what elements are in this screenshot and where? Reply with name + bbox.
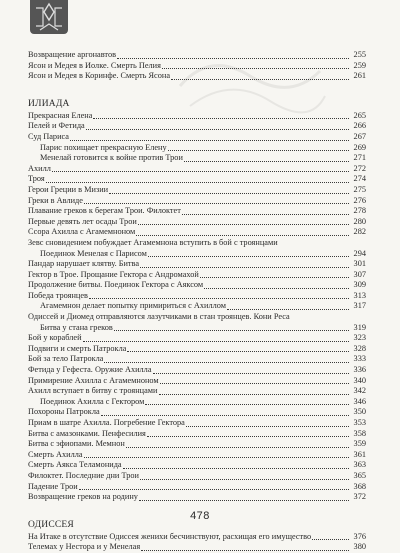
toc-entry-title: Ахилл bbox=[28, 163, 51, 173]
toc-leader-dots bbox=[153, 373, 349, 374]
toc-entry bbox=[28, 270, 366, 281]
toc-leader-dots bbox=[147, 436, 349, 437]
toc-entry-title: Пандар нарушает клятву. Битва bbox=[28, 259, 140, 269]
toc-group-iliad bbox=[28, 111, 366, 503]
toc-entry-page: 261 bbox=[353, 71, 366, 81]
toc-leader-dots bbox=[138, 224, 349, 225]
toc-entry-page: 368 bbox=[353, 481, 366, 491]
section-title-odyssey: ОДИССЕЯ bbox=[28, 519, 74, 530]
toc-entry bbox=[28, 450, 366, 461]
toc-entry-page: 301 bbox=[353, 259, 366, 269]
toc-entry-title: Смерть Аякса Теламонида bbox=[28, 460, 122, 470]
toc-entry bbox=[28, 471, 366, 482]
toc-entry-page: 309 bbox=[353, 280, 366, 290]
toc-entry-title: Ссора Ахилла с Агамемноном bbox=[28, 227, 136, 237]
toc-entry-page: 282 bbox=[353, 227, 366, 237]
toc-leader-dots bbox=[136, 235, 349, 236]
toc-entry-page: 363 bbox=[353, 460, 366, 470]
toc-entry bbox=[28, 121, 366, 132]
toc-leader-dots bbox=[139, 500, 349, 501]
toc-entry-title: Филоктет. Последние дни Трои bbox=[28, 470, 139, 480]
toc-entry bbox=[28, 429, 366, 440]
toc-entry bbox=[28, 291, 366, 302]
toc-entry-title: Битва с эфиопами. Мемнон bbox=[28, 439, 125, 449]
toc-entry-title: Парис похищает прекрасную Елену bbox=[40, 142, 167, 152]
toc-entry bbox=[28, 280, 366, 291]
toc-entry bbox=[28, 301, 366, 312]
section-gap bbox=[28, 82, 366, 92]
toc-entry-page: 353 bbox=[353, 418, 366, 427]
toc-leader-dots bbox=[86, 129, 349, 130]
toc-entry-title: Зевс сновидением побуждает Агамемнона вступить в бой с троянцами bbox=[28, 237, 278, 247]
toc-entry-title: Прекрасная Елена bbox=[28, 110, 93, 120]
toc-entry-page: 358 bbox=[353, 428, 366, 438]
toc-entry-page: 323 bbox=[353, 333, 366, 343]
toc-entry bbox=[28, 323, 366, 334]
toc-entry bbox=[28, 217, 366, 228]
toc-entry-title: Бой за тело Патрокла bbox=[28, 354, 104, 364]
toc-entry bbox=[28, 354, 366, 365]
toc-leader-dots bbox=[140, 479, 349, 480]
toc-entry bbox=[28, 365, 366, 376]
toc-entry-page: 267 bbox=[353, 131, 366, 141]
toc-entry-page: 346 bbox=[353, 396, 366, 406]
toc-entry bbox=[28, 185, 366, 196]
toc-leader-dots bbox=[114, 330, 349, 331]
toc-leader-dots bbox=[204, 288, 349, 289]
toc-group-argonauts bbox=[28, 50, 366, 82]
toc-entry bbox=[28, 174, 366, 185]
toc-entry-title: Бой у кораблей bbox=[28, 333, 82, 343]
toc-entry-title: Подвиги и смерть Патрокла bbox=[28, 343, 127, 353]
toc-entry-title: Победа троянцев bbox=[28, 290, 88, 300]
toc-entry-title: Агамемнон делает попытку примириться с Ахиллом bbox=[40, 301, 226, 311]
toc-entry bbox=[28, 259, 366, 270]
section-title-iliad: ИЛИАДА bbox=[28, 98, 70, 109]
toc-leader-dots bbox=[171, 79, 349, 80]
toc-entry-page: 361 bbox=[353, 449, 366, 459]
toc-entry bbox=[28, 132, 366, 143]
toc-entry-page: 255 bbox=[353, 50, 366, 59]
toc-entry-page: 259 bbox=[353, 60, 366, 70]
toc-leader-dots bbox=[83, 341, 349, 342]
toc-entry-page: 372 bbox=[353, 492, 366, 502]
toc-entry bbox=[28, 333, 366, 344]
toc-leader-dots bbox=[182, 214, 349, 215]
toc-entry-page: 333 bbox=[353, 354, 366, 364]
toc-entry bbox=[28, 111, 366, 122]
toc-entry-title: Продолжение битвы. Поединок Гектора с Аяксом bbox=[28, 280, 204, 290]
toc-entry-page: 275 bbox=[353, 184, 366, 194]
toc-entry-page: 365 bbox=[353, 470, 366, 480]
toc-entry-title: Пелей и Фетида bbox=[28, 121, 85, 131]
toc-entry-page: 350 bbox=[353, 407, 366, 417]
toc-leader-dots bbox=[109, 193, 349, 194]
table-of-contents bbox=[28, 50, 366, 553]
toc-entry bbox=[28, 71, 366, 82]
toc-entry bbox=[28, 376, 366, 387]
toc-entry bbox=[28, 482, 366, 493]
toc-entry-page: 272 bbox=[353, 163, 366, 173]
toc-leader-dots bbox=[52, 171, 349, 172]
toc-entry-page: 276 bbox=[353, 195, 366, 205]
toc-entry-title: Возвращение греков на родину bbox=[28, 492, 138, 502]
toc-entry-title: Плавание греков к берегам Трои. Филоктет bbox=[28, 206, 181, 216]
toc-leader-dots bbox=[168, 150, 349, 151]
toc-entry bbox=[28, 418, 366, 429]
toc-entry-page: 319 bbox=[353, 322, 366, 332]
toc-entry bbox=[28, 153, 366, 164]
toc-entry bbox=[28, 206, 366, 217]
toc-entry-page: 342 bbox=[353, 386, 366, 396]
toc-entry-title: На Итаке в отсутствие Одиссея женихи бесчинствуют, расхищая его имущество bbox=[28, 531, 312, 541]
toc-entry-title: Одиссей и Диомед отправляются лазутчиками в стан троянцев. Кони Реса bbox=[28, 312, 290, 322]
ornament-icon bbox=[30, 0, 68, 34]
toc-entry bbox=[28, 542, 366, 553]
toc-entry-title: Фетида у Гефеста. Оружие Ахилла bbox=[28, 365, 152, 375]
toc-entry-title: Похороны Патрокла bbox=[28, 407, 100, 417]
toc-leader-dots bbox=[123, 468, 349, 469]
toc-entry bbox=[28, 386, 366, 397]
toc-entry-title: Ахилл вступает в битву с троянцами bbox=[28, 386, 158, 396]
toc-entry-title: Падение Трои bbox=[28, 481, 78, 491]
toc-entry-title: Битва с амазонками. Пенфесилия bbox=[28, 428, 146, 438]
toc-entry bbox=[28, 238, 366, 249]
toc-entry-title: Поединок Менелая с Парисом bbox=[40, 248, 147, 258]
toc-entry-page: 376 bbox=[353, 531, 366, 541]
toc-leader-dots bbox=[141, 550, 349, 551]
toc-entry-page: 280 bbox=[353, 216, 366, 226]
toc-entry-page: 265 bbox=[353, 110, 366, 120]
toc-entry-title: Поединок Ахилла с Гектором bbox=[40, 396, 145, 406]
toc-leader-dots bbox=[117, 58, 349, 59]
toc-leader-dots bbox=[159, 394, 350, 395]
toc-leader-dots bbox=[162, 68, 349, 69]
page-number: 478 bbox=[190, 510, 210, 522]
toc-entry-title: Телемах у Нестора и у Менелая bbox=[28, 542, 141, 552]
toc-entry-title: Суд Париса bbox=[28, 131, 69, 141]
toc-entry-page: 294 bbox=[353, 248, 366, 258]
toc-entry-page: 340 bbox=[353, 375, 366, 385]
toc-entry bbox=[28, 196, 366, 207]
toc-entry bbox=[28, 532, 366, 543]
toc-entry-title: Битва у стана греков bbox=[40, 322, 113, 332]
toc-leader-dots bbox=[140, 267, 349, 268]
toc-leader-dots bbox=[184, 161, 349, 162]
toc-leader-dots bbox=[126, 447, 349, 448]
toc-entry-title: Менелай готовится к войне против Трои bbox=[40, 153, 183, 163]
toc-entry-page: 359 bbox=[353, 439, 366, 449]
toc-leader-dots bbox=[145, 404, 349, 405]
toc-leader-dots bbox=[104, 362, 349, 363]
toc-leader-dots bbox=[312, 539, 349, 540]
toc-leader-dots bbox=[127, 351, 349, 352]
toc-entry-page: 278 bbox=[353, 206, 366, 216]
toc-leader-dots bbox=[101, 415, 349, 416]
toc-entry-page: 328 bbox=[353, 343, 366, 353]
toc-leader-dots bbox=[46, 182, 349, 183]
toc-entry bbox=[28, 227, 366, 238]
toc-entry-title: Ясон и Медея в Коринфе. Смерть Ясона bbox=[28, 71, 171, 81]
toc-entry-page: 380 bbox=[353, 542, 366, 552]
toc-leader-dots bbox=[84, 203, 349, 204]
toc-entry-title: Ясон и Медея в Иолке. Смерть Пелия bbox=[28, 60, 161, 70]
toc-leader-dots bbox=[79, 489, 349, 490]
toc-entry bbox=[28, 143, 366, 154]
toc-entry-page: 269 bbox=[353, 142, 366, 152]
toc-leader-dots bbox=[200, 277, 349, 278]
toc-entry-title: Гектор в Трое. Прощание Гектора с Андромахой bbox=[28, 269, 199, 279]
toc-entry bbox=[28, 397, 366, 408]
toc-entry bbox=[28, 50, 366, 61]
toc-leader-dots bbox=[89, 298, 349, 299]
toc-entry-title: Возвращение аргонавтов bbox=[28, 50, 117, 59]
toc-entry bbox=[28, 61, 366, 72]
toc-entry-title: Приам в шатре Ахилла. Погребение Гектора bbox=[28, 418, 185, 427]
toc-leader-dots bbox=[70, 140, 349, 141]
toc-entry-title: Примирение Ахилла с Агамемноном bbox=[28, 375, 159, 385]
toc-entry bbox=[28, 164, 366, 175]
toc-entry-title: Смерть Ахилла bbox=[28, 449, 83, 459]
toc-group-odyssey bbox=[28, 532, 366, 553]
toc-leader-dots bbox=[148, 256, 349, 257]
toc-entry bbox=[28, 407, 366, 418]
toc-entry bbox=[28, 460, 366, 471]
toc-entry-title: Первые девять лет осады Трои bbox=[28, 216, 137, 226]
toc-entry-page: 317 bbox=[353, 301, 366, 311]
toc-entry-page: 274 bbox=[353, 174, 366, 184]
toc-entry bbox=[28, 249, 366, 260]
toc-leader-dots bbox=[84, 457, 349, 458]
toc-leader-dots bbox=[227, 309, 349, 310]
toc-leader-dots bbox=[93, 118, 349, 119]
toc-entry-page: 271 bbox=[353, 153, 366, 163]
toc-entry-page: 313 bbox=[353, 290, 366, 300]
toc-leader-dots bbox=[160, 383, 349, 384]
toc-entry-title: Греки в Авлиде bbox=[28, 195, 83, 205]
toc-leader-dots bbox=[186, 426, 349, 427]
toc-entry bbox=[28, 492, 366, 503]
toc-entry bbox=[28, 439, 366, 450]
toc-entry bbox=[28, 312, 366, 323]
toc-entry-page: 307 bbox=[353, 269, 366, 279]
toc-entry-title: Герои Греции в Мизии bbox=[28, 184, 109, 194]
toc-entry-page: 336 bbox=[353, 365, 366, 375]
toc-entry-title: Троя bbox=[28, 174, 45, 184]
toc-entry bbox=[28, 344, 366, 355]
toc-entry-page: 266 bbox=[353, 121, 366, 131]
